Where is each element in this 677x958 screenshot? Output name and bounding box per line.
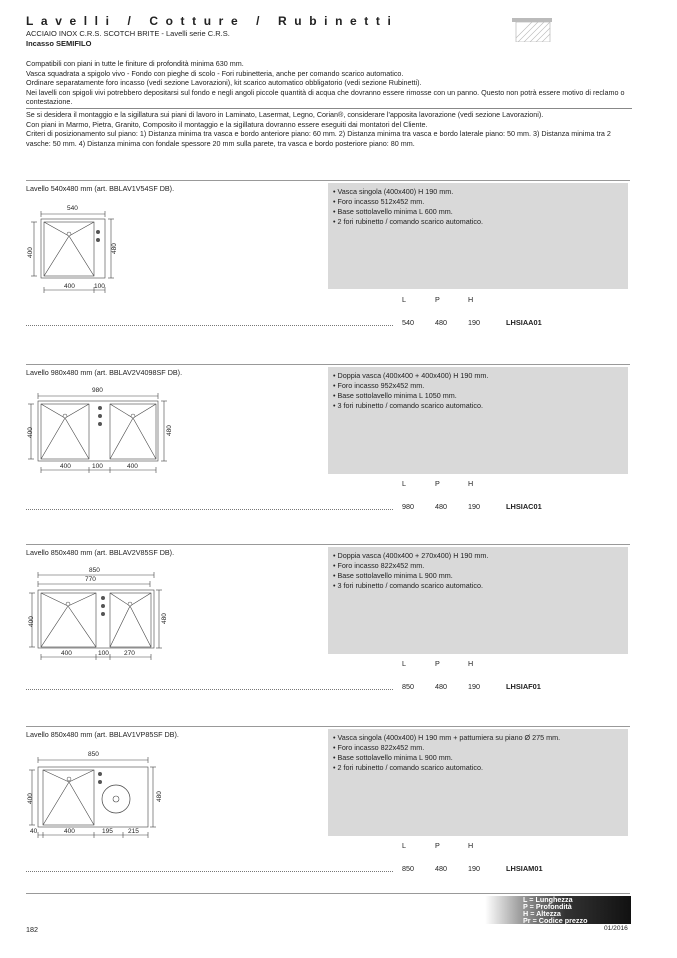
spec-item: • 3 fori rubinetto / comando scarico automatico. [333,581,624,591]
spec-box [328,183,628,289]
spec-item: • Vasca singola (400x400) H 190 mm + pattumiera su piano Ø 275 mm. [333,733,624,743]
spec-box [328,367,628,474]
dim-label: 400 [27,247,34,258]
dim-label: 480 [111,243,118,254]
spec-item: • Doppia vasca (400x400 + 400x400) H 190 mm. [333,371,624,381]
spec-item: • Foro incasso 512x452 mm. [333,197,624,207]
header-h: H [468,295,474,304]
price-code: LHSIAM01 [506,864,543,873]
spec-item: • Doppia vasca (400x400 + 270x400) H 190 mm. [333,551,624,561]
spec-item: • 3 fori rubinetto / comando scarico automatico. [333,401,624,411]
intro-line: Vasca squadrata a spigolo vivo - Fondo con pieghe di scolo - Fori rubinetteria, anche per comando scarico automatico. [26,68,404,78]
dim-label: 100 [94,283,105,290]
dim-label: 400 [61,650,72,657]
sink-diagram [26,748,186,840]
spec-item: • Foro incasso 952x452 mm. [333,381,624,391]
intro-line: Con piani in Marmo, Pietra, Granito, Composito il montaggio e la sigillatura dovranno essere eseguiti dai montatori del Cliente. [26,119,428,129]
value-h: 190 [468,318,480,327]
dim-label: 480 [156,791,163,802]
page-number: 182 [26,925,38,934]
dim-label: 400 [27,427,34,438]
value-p: 480 [435,318,447,327]
dim-label: 770 [85,576,96,583]
dim-label: 195 [102,828,113,835]
header-h: H [468,659,474,668]
sink-diagram [26,386,196,476]
spec-item: • Base sottolavello minima L 900 mm. [333,753,624,763]
intro-line: Criteri di posizionamento sul piano: 1) Distanza minima tra vasca e bordo anteriore piano: 60 mm. 2) Distanza minima tra vasca e bordo laterale piano: 50 mm. 3) Distanza minima tra 2 vasche: 50 mm. 4) Distanza minima con fondale spessore 20 mm sulla parete, tra vasca e bordo posteriore piano: 80 mm. [26,129,611,148]
product-caption: Lavello 540x480 mm (art. BBLAV1V54SF DB). [26,184,175,193]
legend-item: H = Altezza [523,909,561,918]
dim-label: 400 [64,283,75,290]
value-p: 480 [435,682,447,691]
sink-diagram [26,566,176,662]
intro-text [26,59,632,148]
header-p: P [435,295,440,304]
intro-line: Nei lavelli con spigoli vivi potrebbero depositarsi sul fondo e negli angoli piccole quantità di acqua che dovranno essere rimosse con un panno. Questo non potrà essere motivo di reclamo o contestazione. [26,87,625,107]
spec-box [328,547,628,654]
dim-label: 480 [161,613,168,624]
dim-label: 540 [67,205,78,212]
header-l: L [402,841,406,850]
dim-line-bottom [26,280,136,294]
header-p: P [435,659,440,668]
subtitle [26,29,230,48]
dim-label: 400 [60,463,71,470]
intro-line: Ordinare separatamente foro incasso (vedi sezione Lavorazioni), kit scarico automatico obbligatorio (vedi sezione Rubinetti). [26,78,422,88]
value-l: 540 [402,318,414,327]
product-caption: Lavello 850x480 mm (art. BBLAV2V85SF DB). [26,548,175,557]
intro-line: Compatibili con piani in tutte le finiture di profondità minima 630 mm. [26,59,244,68]
value-l: 980 [402,502,414,511]
page-title: Lavelli / Cotture / Rubinetti [26,14,399,28]
header-h: H [468,479,474,488]
legend-item: P = Profondità [523,902,572,911]
header-l: L [402,479,406,488]
dim-label: 215 [128,828,139,835]
price-code: LHSIAC01 [506,502,542,511]
subtitle-line: ACCIAIO INOX C.R.S. SCOTCH BRITE - Lavelli serie C.R.S. [26,29,230,38]
dim-label: 400 [64,828,75,835]
spec-item: • 2 fori rubinetto / comando scarico automatico. [333,217,624,227]
product-block [26,544,630,694]
section-icon [512,16,552,42]
dim-label: 400 [28,616,35,627]
dim-label: 850 [89,567,100,574]
dim-label: 400 [127,463,138,470]
legend-item: Pr = Codice prezzo [523,916,588,925]
spec-item: • Foro incasso 822x452 mm. [333,561,624,571]
spec-item: • Vasca singola (400x400) H 190 mm. [333,187,624,197]
dim-label: 400 [27,793,34,804]
value-l: 850 [402,682,414,691]
product-block [26,364,630,514]
legend-box [485,896,631,924]
value-h: 190 [468,502,480,511]
dim-label: 480 [166,425,173,436]
header-l: L [402,295,406,304]
product-caption: Lavello 980x480 mm (art. BBLAV2V4098SF DB). [26,368,183,377]
dim-label: 100 [92,463,103,470]
spec-item: • 2 fori rubinetto / comando scarico automatico. [333,763,624,773]
subtitle-bold: Incasso SEMIFILO [26,38,92,48]
sink-diagram [26,200,136,280]
spec-box [328,729,628,836]
spec-item: • Base sottolavello minima L 1050 mm. [333,391,624,401]
header-p: P [435,841,440,850]
dim-label: 980 [92,387,103,394]
edition-date: 01/2016 [604,925,628,932]
header-p: P [435,479,440,488]
header-h: H [468,841,474,850]
value-p: 480 [435,864,447,873]
dim-label: 100 [98,650,109,657]
spec-item: • Base sottolavello minima L 600 mm. [333,207,624,217]
dim-label: 270 [124,650,135,657]
header-l: L [402,659,406,668]
intro-line: Se si desidera il montaggio e la sigillatura sui piani di lavoro in Laminato, Lasermat, Legno, Corian®, considerare l'apposita lavorazione (vedi sezione Lavorazioni). [26,108,632,120]
product-block [26,726,630,876]
price-code: LHSIAF01 [506,682,541,691]
spec-item: • Foro incasso 822x452 mm. [333,743,624,753]
value-h: 190 [468,864,480,873]
spec-item: • Base sottolavello minima L 900 mm. [333,571,624,581]
value-l: 850 [402,864,414,873]
dim-label: 40 [30,828,38,835]
product-block [26,180,630,330]
value-h: 190 [468,682,480,691]
value-p: 480 [435,502,447,511]
dim-label: 850 [88,751,99,758]
price-code: LHSIAA01 [506,318,542,327]
product-caption: Lavello 850x480 mm (art. BBLAV1VP85SF DB). [26,730,179,739]
legend-item: L = Lunghezza [523,895,573,904]
